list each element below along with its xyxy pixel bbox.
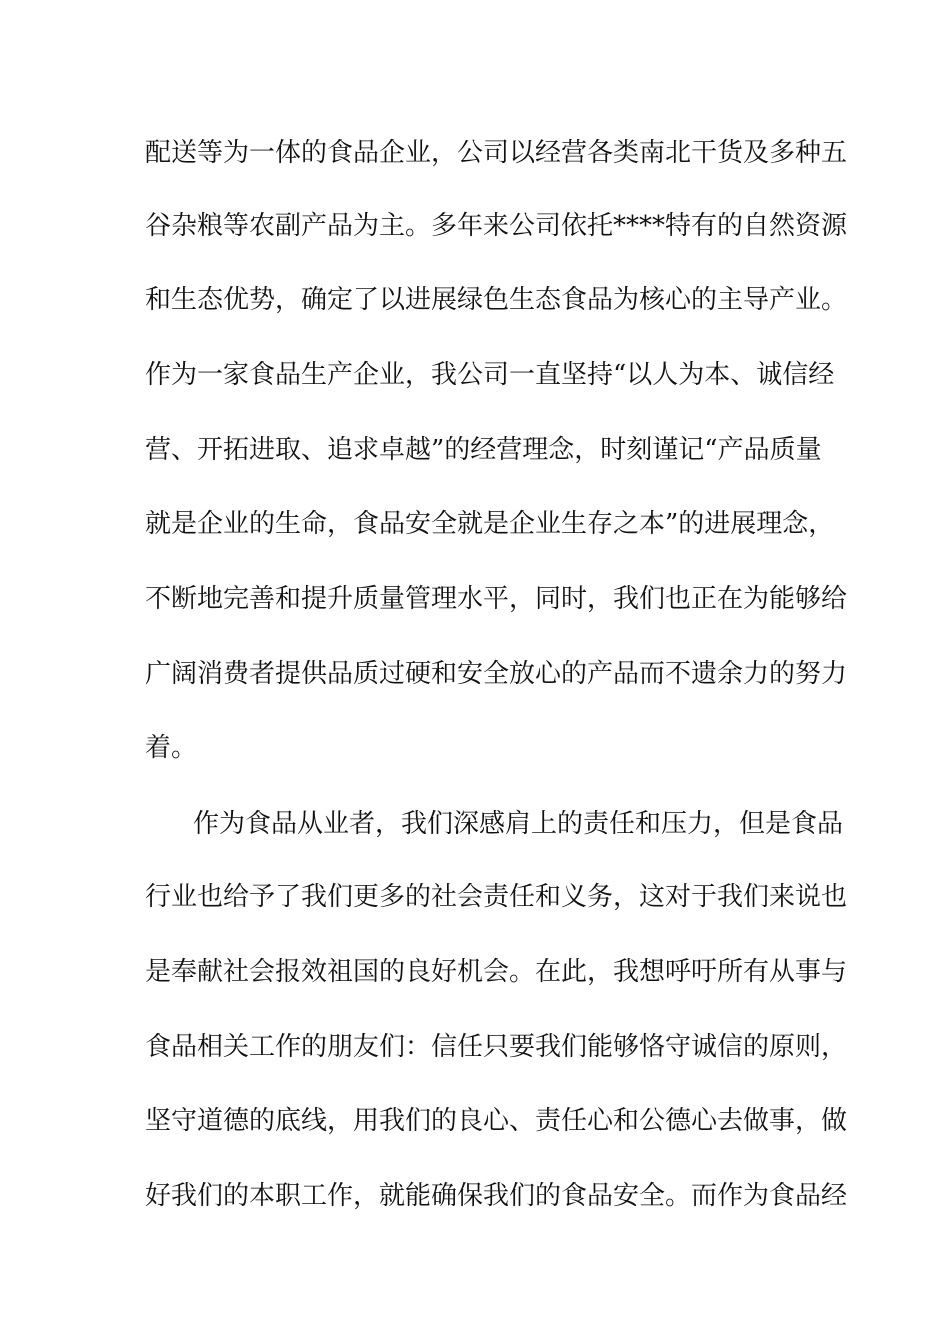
text-line: 是奉献社会报效祖国的良好机会。在此，我想呼吁所有从事与 [145, 957, 848, 987]
text-line: 不断地完善和提升质量管理水平，同时，我们也正在为能够给 [145, 584, 848, 614]
text-line: 和生态优势，确定了以进展绿色生态食品为核心的主导产业。 [145, 285, 848, 315]
text-line: 坚守道德的底线，用我们的良心、责任心和公德心去做事，做 [145, 1106, 848, 1136]
text-line: 配送等为一体的食品企业，公司以经营各类南北干货及多种五 [145, 138, 848, 168]
text-line: 广阔消费者提供品质过硬和安全放心的产品而不遗余力的努力 [145, 659, 848, 689]
text-line: 食品相关工作的朋友们：信任只要我们能够恪守诚信的原则， [145, 1032, 848, 1062]
text-line: 营、开拓进取、追求卓越”的经营理念，时刻谨记“产品质量 [145, 435, 822, 465]
text-line: 着。 [145, 733, 198, 763]
text-line: 好我们的本职工作，就能确保我们的食品安全。而作为食品经 [145, 1181, 848, 1211]
text-line: 行业也给予了我们更多的社会责任和义务，这对于我们来说也 [145, 882, 848, 912]
text-line: 就是企业的生命，食品安全就是企业生存之本”的进展理念， [145, 509, 835, 539]
text-line: 谷杂粮等农副产品为主。多年来公司依托****特有的自然资源 [145, 211, 848, 241]
text-line: 作为食品从业者，我们深感肩上的责任和压力，但是食品 [193, 809, 844, 839]
text-line: 作为一家食品生产企业，我公司一直坚持“以人为本、诚信经 [145, 360, 835, 390]
